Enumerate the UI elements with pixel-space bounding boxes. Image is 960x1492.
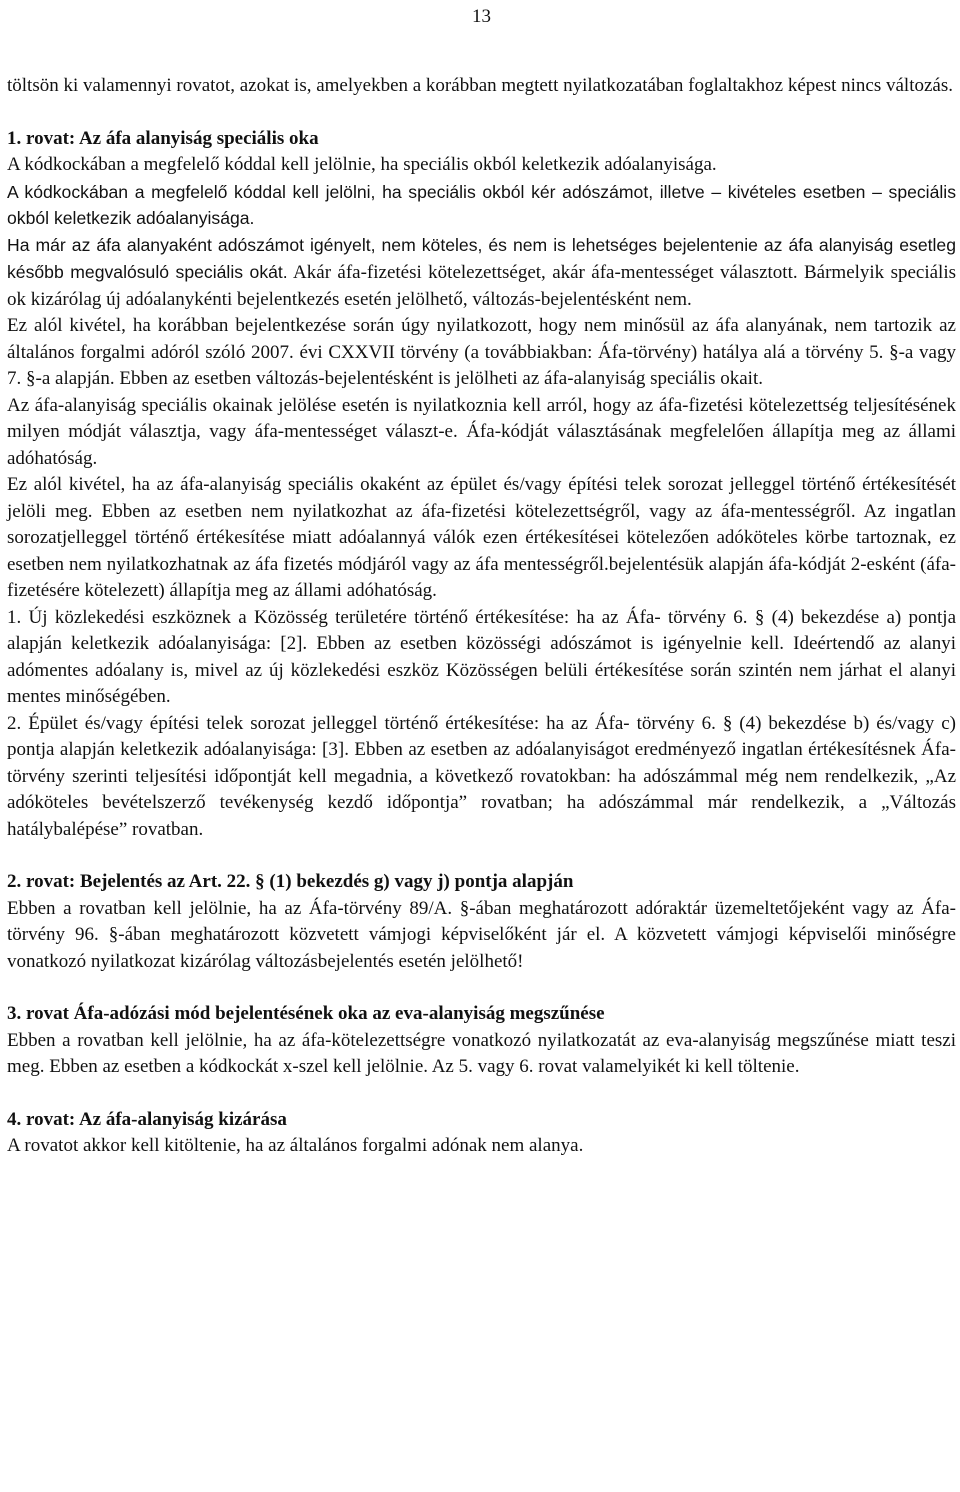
page-number: 13 <box>472 6 491 27</box>
section-1-paragraph-3-serif: Akár áfa-fizetési kötelezettséget, akár áfa-mentességet választott. Bármelyik speciális ok kizárólag új adóalanykénti bejelentkezés esetén jelölhető, változás-bejelentésként nem. <box>7 262 956 310</box>
section-1-paragraph-7: 1. Új közlekedési eszköznek a Közösség területére történő értékesítése: ha az Áfa- törvény 6. § (4) bekezdése a) pontja alapján keletkezik adóalanyisága: [2]. Ebben az esetben közösségi adószámot is igényelnie kell. Ideértendő az alanyi adómentes adóalany is, mivel az új közlekedési eszköz Közösségen belüli értékesítése során szintén nem járhat el alanyi mentes minőségében. <box>7 606 956 707</box>
section-2-paragraph-1: Ebben a rovatban kell jelölnie, ha az Áfa-törvény 89/A. §-ában meghatározott adóraktár üzemeltetőjeként vagy az Áfa-törvény 96. §-ában meghatározott közvetett vámjogi képviselőként jár el. A közvetett vámjogi képviselői minőségre vonatkozó nyilatkozat kizárólag változásbejelentés esetén jelölhető! <box>7 897 956 972</box>
section-1-paragraph-3 <box>7 232 956 314</box>
section-3-paragraph-1: Ebben a rovatban kell jelölnie, ha az áfa-kötelezettségre vonatkozó nyilatkozatát az eva-alanyiság megszűnése miatt teszi meg. Ebben az esetben a kódkockát x-szel kell jelölnie. Az 5. vagy 6. rovat valamelyikét ki kell töltenie. <box>7 1029 956 1077</box>
section-1-paragraph-6: Ez alól kivétel, ha az áfa-alanyiság speciális okaként az épület és/vagy építési telek sorozat jelleggel történő értékesítését jelöli meg. Ebben az esetben nem nyilatkozhat az áfa-fizetési kötelezettségről, vagy az áfa-mentességről. Az ingatlan sorozatjelleggel történő értékesítése miatt adóalannyá válók ezen értékesítései kötelezően adóköteles körbe tartoznak, ez esetben nem nyilatkozhatnak az áfa fizetés módjáról vagy az áfa mentességről.bejelentésük alapján áfa-kódját 2-esként (áfa-fizetésére kötelezett) állapítja meg az állami adóhatóság. <box>7 474 956 601</box>
section-1-paragraph-8: 2. Épület és/vagy építési telek sorozat jelleggel történő értékesítése: ha az Áfa- törvény 6. § (4) bekezdése b) és/vagy c) pontja alapján keletkezik adóalanyisága: [3]. Ebben az esetben az adóalanyiságot eredményező ingatlan értékesítésnek Áfa-törvény szerinti teljesítési időpontját kell megadnia, a következő rovatokban: ha adószámmal még nem rendelkezik, „Az adóköteles bevételszerző tevékenység kezdő időpontja” rovatban; ha adószámmal már rendelkezik, a „Változás hatálybalépése” rovatban. <box>7 712 956 840</box>
section-4-heading: 4. rovat: Az áfa-alanyiság kizárása <box>7 1108 287 1130</box>
intro-paragraph: töltsön ki valamennyi rovatot, azokat is, amelyekben a korábban megtett nyilatkozatában foglaltakhoz képest nincs változás. <box>7 75 954 96</box>
section-1-heading: 1. rovat: Az áfa alanyiság speciális oka <box>7 127 319 149</box>
spacer <box>7 843 956 869</box>
spacer <box>7 100 956 126</box>
section-1-paragraph-2: A kódkockában a megfelelő kóddal kell jelölni, ha speciális okból kér adószámot, illetve – kivételes esetben – speciális okból keletkezik adóalanyisága. <box>7 181 956 228</box>
section-3-heading: 3. rovat Áfa-adózási mód bejelentésének oka az eva-alanyiság megszűnése <box>7 1003 605 1024</box>
section-1-paragraph-4: Ez alól kivétel, ha korábban bejelentkezése során úgy nyilatkozott, hogy nem minősül az áfa alanyának, nem tartozik az általános forgalmi adóról szóló 2007. évi CXXVII törvény (a továbbiakban: Áfa-törvény) hatálya alá a törvény 5. §-a vagy 7. §-a alapján. Ebben az esetben változás-bejelentésként is jelölheti az áfa-alanyiság speciális okait. <box>7 315 956 389</box>
section-1-paragraph-1: A kódkockában a megfelelő kóddal kell jelölnie, ha speciális okból keletkezik adóalanyisága. <box>7 154 717 175</box>
spacer <box>7 975 956 1001</box>
spacer <box>7 1081 956 1107</box>
section-4-paragraph-1: A rovatot akkor kell kitöltenie, ha az általános forgalmi adónak nem alanya. <box>7 1135 584 1156</box>
section-1-paragraph-3-sans: Ha már az áfa alanyaként adószámot igényelt, nem köteles, és nem is lehetséges bejelentenie az áfa alanyiság esetleg később megvalósuló speciális okát. <box>7 234 956 282</box>
section-2-heading: 2. rovat: Bejelentés az Art. 22. § (1) bekezdés g) vagy j) pontja alapján <box>7 871 574 892</box>
section-1-paragraph-5: Az áfa-alanyiság speciális okainak jelölése esetén is nyilatkoznia kell arról, hogy az áfa-fizetési kötelezettség teljesítésének milyen módját választja, vagy áfa-mentességet választ-e. Áfa-kódját választásának megfelelően állapítja meg az állami adóhatóság. <box>7 394 956 469</box>
page-content <box>7 73 956 1160</box>
